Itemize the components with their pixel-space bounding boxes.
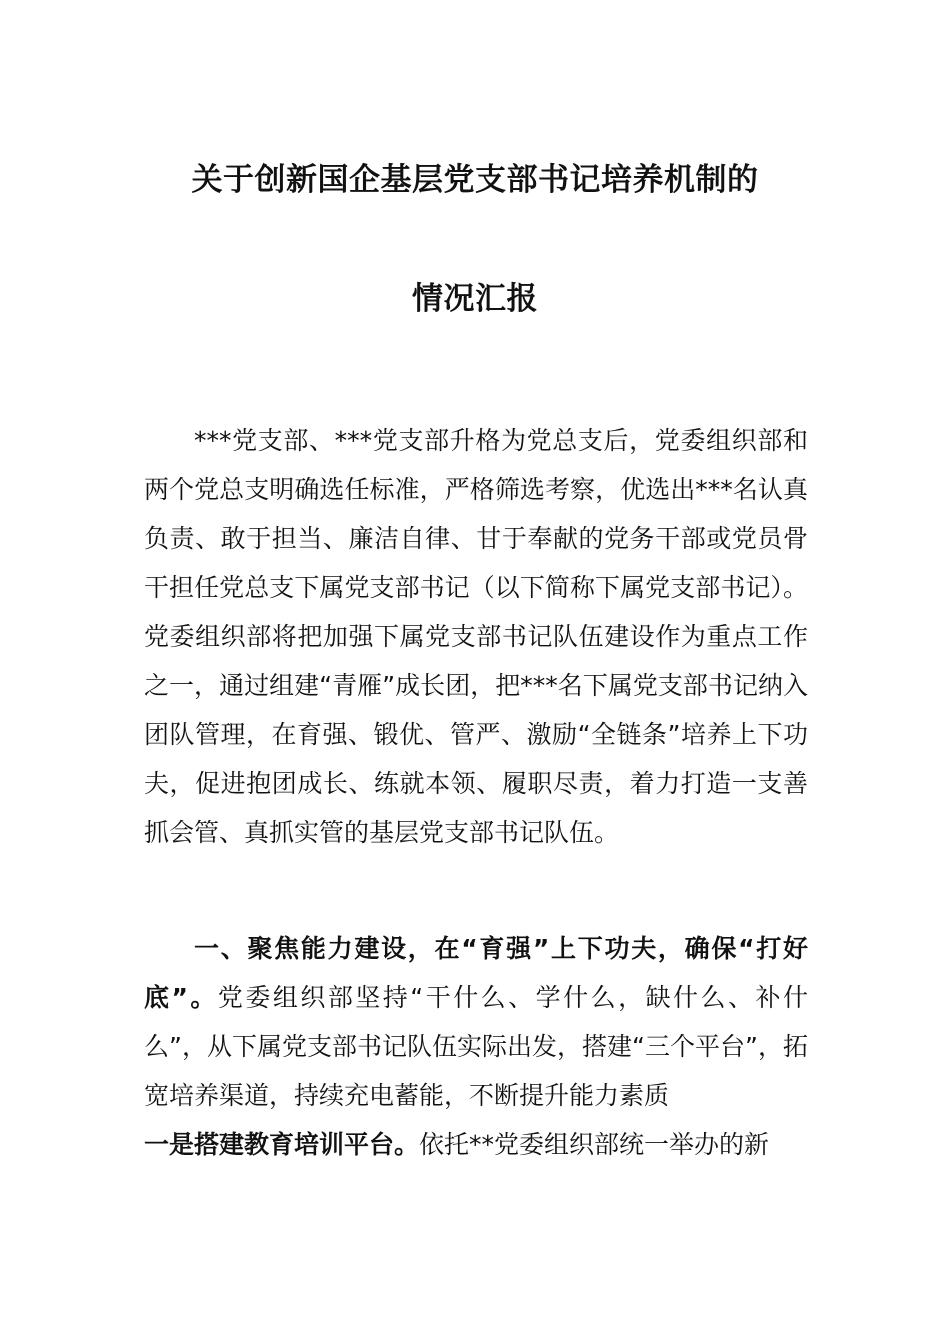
section-1-text: 党委组织部坚持“干什么、学什么，缺什么、补什么”，从下属党支部书记队伍实际出发，搭建“三个平台”，拓宽培养渠道，持续充电蓄能，不断提升能力素质	[144, 983, 808, 1110]
section-1-block	[144, 924, 808, 1169]
section-1-paragraph	[144, 924, 808, 1120]
document-title-line-1: 关于创新国企基层党支部书记培养机制的	[191, 162, 759, 198]
section-1-heading: 一、聚焦能力建设，在“育强”上下功夫，确保“打好底”。	[144, 934, 808, 1012]
intro-paragraph-block	[144, 416, 808, 857]
subsection-1-line	[144, 1120, 808, 1169]
intro-paragraph: ***党支部、***党支部升格为党总支后，党委组织部和两个党总支明确选任标准，严格筛选考察，优选出***名认真负责、敢于担当、廉洁自律、甘于奉献的党务干部或党员骨干担任党总支下属党支部书记（以下简称下属党支部书记）。党委组织部将把加强下属党支部书记队伍建设作为重点工作之一，通过组建“青雁”成长团，把***名下属党支部书记纳入团队管理，在育强、锻优、管严、激励“全链条”培养上下功夫，促进抱团成长、练就本领、履职尽责，着力打造一支善抓会管、真抓实管的基层党支部书记队伍。	[144, 426, 808, 847]
subsection-1-heading: 一是搭建教育培训平台。	[144, 1130, 420, 1159]
document-title-line-2: 情况汇报	[412, 281, 538, 317]
subsection-1-text: 依托**党委组织部统一举办的新	[419, 1130, 770, 1159]
